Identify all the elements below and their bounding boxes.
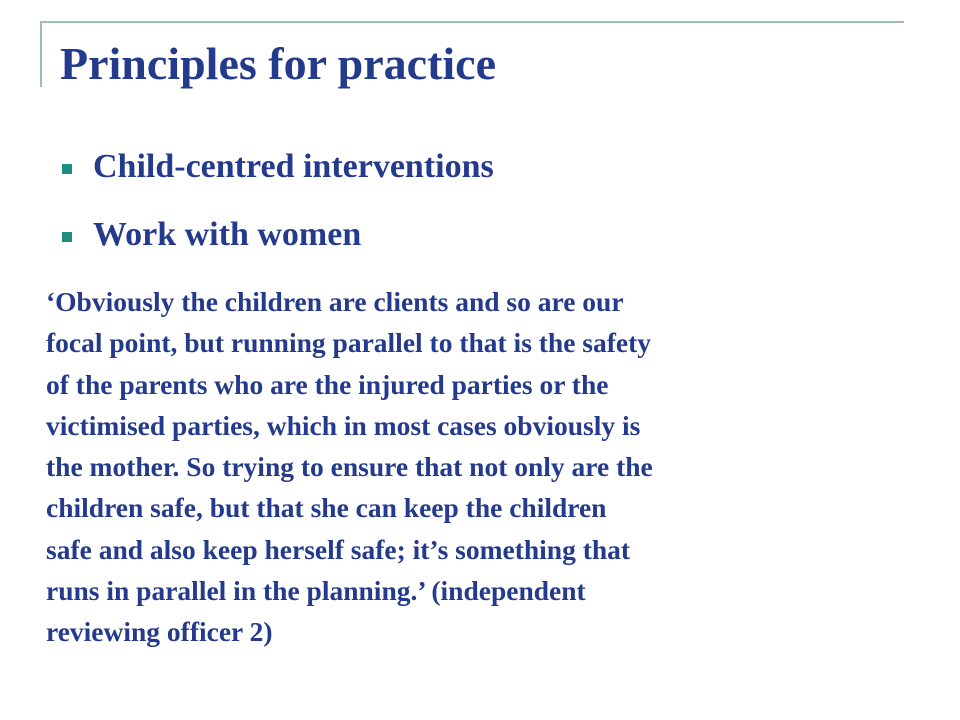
quote-line: ‘Obviously the children are clients and so are our — [46, 286, 624, 317]
quote-line: reviewing officer 2) — [46, 616, 273, 648]
quote-line: children safe, but that she can keep the children — [46, 492, 607, 524]
bullet-item-work-with-women — [60, 211, 494, 279]
quote-line: of the parents who are the injured parties or the — [46, 368, 609, 400]
square-bullet-icon — [62, 164, 72, 174]
quote-line: victimised parties, which in most cases obviously is — [46, 409, 641, 441]
bullet-item-child-centred — [60, 143, 494, 211]
quote-line: safe and also keep herself safe; it’s something that — [46, 533, 631, 565]
bullet-list — [60, 143, 494, 279]
frame-left-rule — [40, 21, 42, 87]
square-bullet-icon — [62, 232, 72, 242]
frame-top-rule — [40, 21, 904, 23]
bullet-label: Child-centred interventions — [93, 148, 494, 185]
quote-line: focal point, but running parallel to that is the safety — [46, 327, 652, 359]
slide-title: Principles for practice — [60, 38, 497, 89]
quote-block — [46, 281, 926, 653]
bullet-label: Work with women — [93, 216, 362, 253]
quote-line: the mother. So trying to ensure that not only are the — [46, 451, 653, 483]
quote-line: runs in parallel in the planning.’ (independent — [46, 575, 586, 607]
